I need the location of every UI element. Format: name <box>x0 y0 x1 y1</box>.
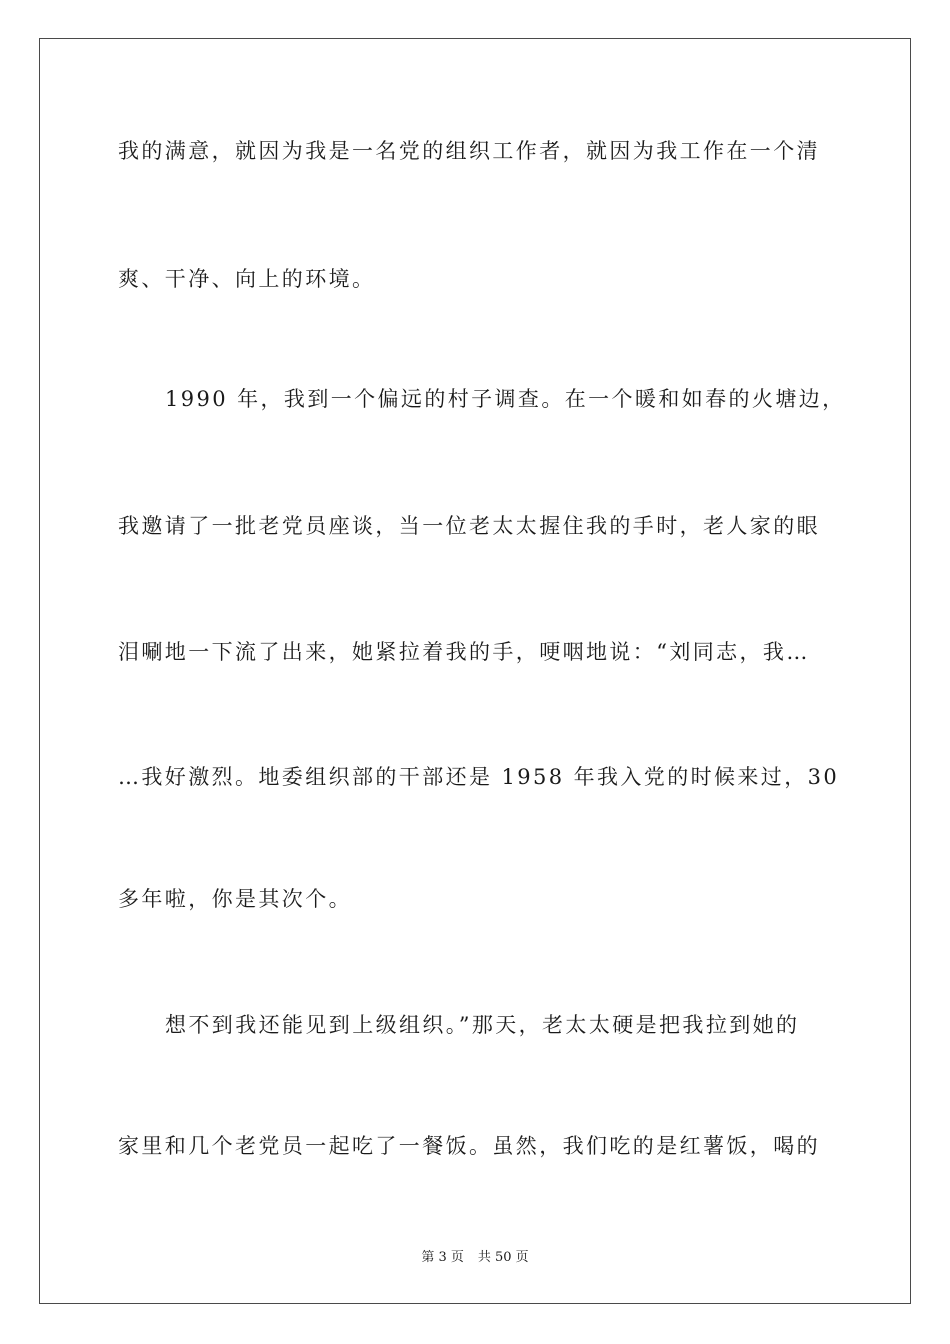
body-line-1: 我的满意，就因为我是一名党的组织工作者，就因为我工作在一个清 <box>118 139 820 163</box>
body-line-9: 家里和几个老党员一起吃了一餐饭。虽然，我们吃的是红薯饭，喝的 <box>118 1134 820 1158</box>
body-line-5: 泪唰地一下流了出来，她紧拉着我的手，哽咽地说：“刘同志，我… <box>118 640 810 664</box>
body-line-7: 多年啦，你是其次个。 <box>118 887 352 911</box>
page-border <box>39 38 911 1304</box>
body-line-3: 1990 年，我到一个偏远的村子调查。在一个暖和如春的火塘边， <box>165 387 846 411</box>
page-footer <box>0 1246 950 1265</box>
body-line-8: 想不到我还能见到上级组织。”那天，老太太硬是把我拉到她的 <box>165 1013 800 1037</box>
page-total: 共 50 页 <box>477 1250 529 1265</box>
page-number: 第 3 页 <box>421 1250 464 1265</box>
body-line-4: 我邀请了一批老党员座谈，当一位老太太握住我的手时，老人家的眼 <box>118 514 820 538</box>
body-line-2: 爽、干净、向上的环境。 <box>118 267 376 291</box>
body-line-6: …我好激烈。地委组织部的干部还是 1958 年我入党的时候来过，30 <box>118 765 840 789</box>
